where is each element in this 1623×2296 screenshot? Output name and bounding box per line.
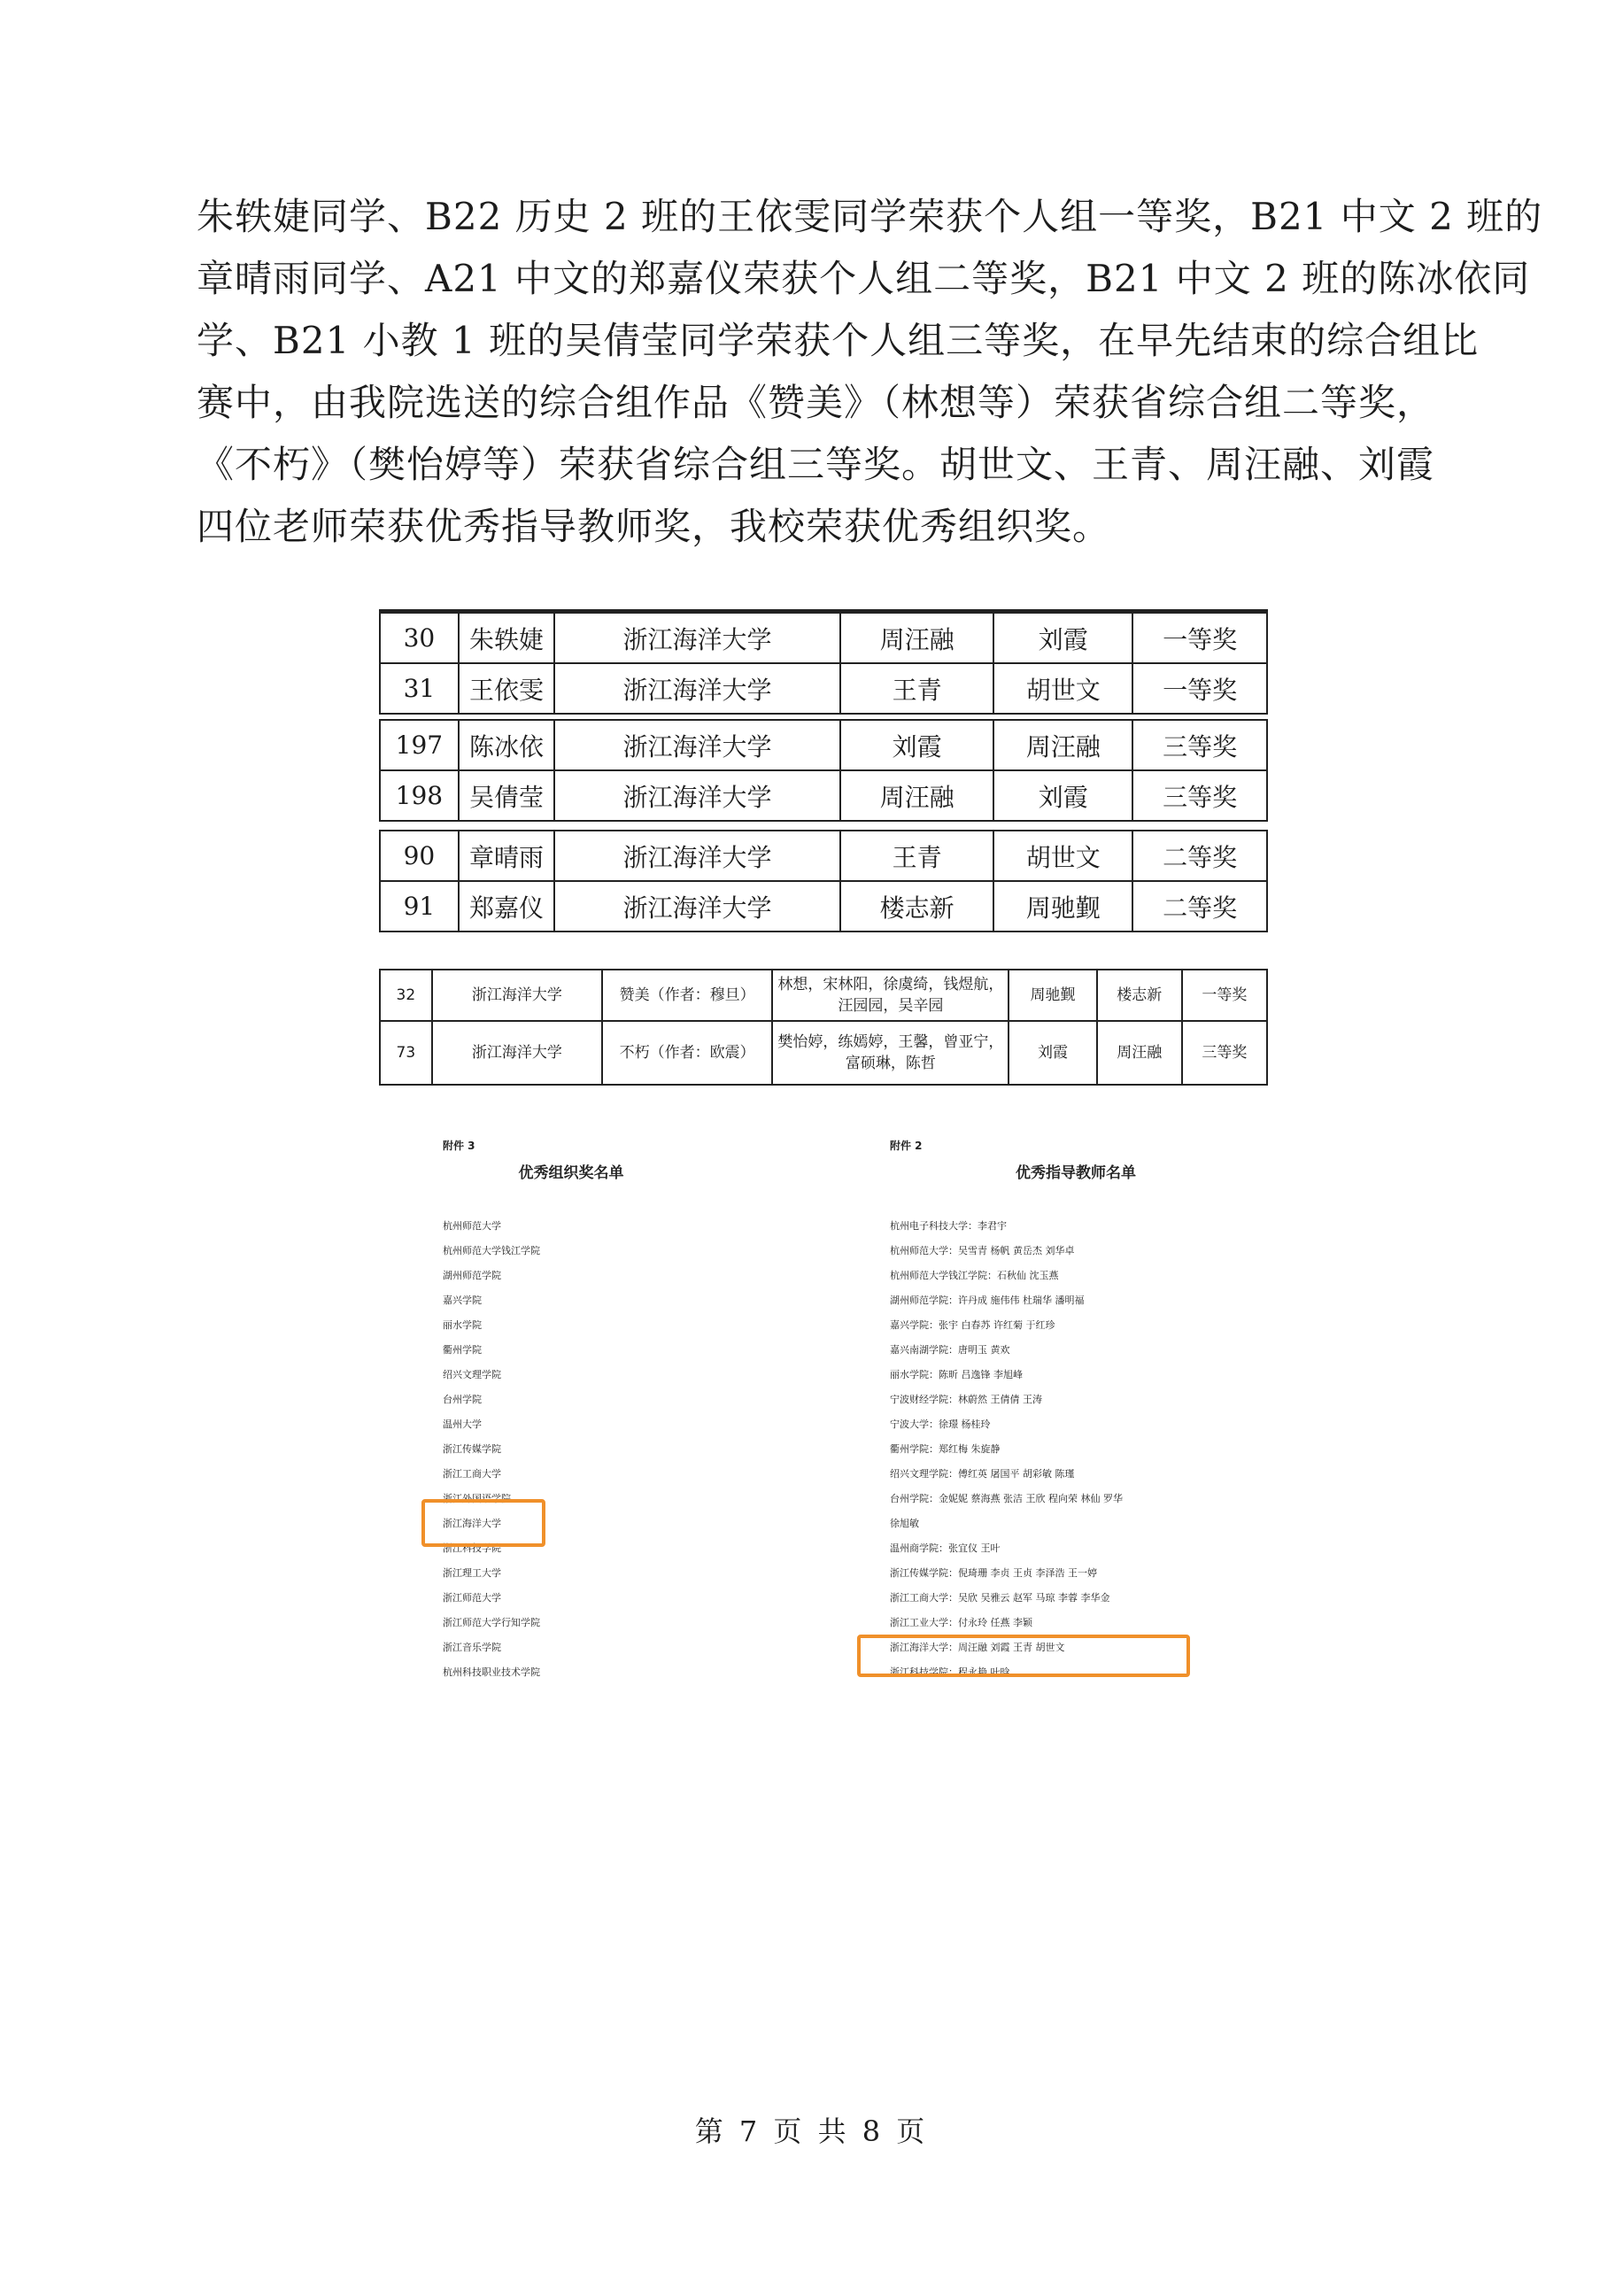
annex-title: 优秀指导教师名单 bbox=[1016, 1164, 1136, 1182]
list-item: 浙江科技学院 bbox=[443, 1542, 501, 1554]
table-row bbox=[380, 770, 1267, 821]
cell-student: 章晴雨 bbox=[459, 831, 554, 881]
individual-award-table-2 bbox=[379, 719, 1268, 822]
individual-award-table-1 bbox=[379, 609, 1268, 715]
list-item: 杭州师范大学 bbox=[443, 1220, 501, 1232]
organization-list bbox=[443, 1214, 655, 1685]
list-item: 温州大学 bbox=[443, 1419, 482, 1430]
list-item: 湖州师范学院：许丹成 施伟伟 杜瑞华 潘明福 bbox=[890, 1295, 1085, 1306]
list-item: 嘉兴学院：张宇 白春苏 许红菊 于红珍 bbox=[890, 1319, 1055, 1331]
list-item: 杭州科技职业技术学院 bbox=[443, 1666, 540, 1678]
list-item: 浙江工商大学：吴欣 吴雅云 赵军 马琼 李蓉 李华金 bbox=[890, 1592, 1110, 1604]
cell-teacher: 王青 bbox=[840, 663, 993, 714]
cell-teacher: 胡世文 bbox=[993, 663, 1132, 714]
body-paragraph bbox=[197, 186, 1543, 558]
cell-school: 浙江海洋大学 bbox=[554, 770, 840, 821]
cell-student: 朱轶婕 bbox=[459, 613, 554, 663]
cell-members: 樊怡婷，练嫣婷，王馨，曾亚宁，富硕琳，陈哲 bbox=[772, 1021, 1009, 1085]
cell-school: 浙江海洋大学 bbox=[554, 663, 840, 714]
teacher-list bbox=[890, 1214, 1262, 1685]
list-item: 浙江传媒学院：倪琦珊 李贞 王贞 李泽浩 王一婷 bbox=[890, 1567, 1097, 1579]
cell-award: 一等奖 bbox=[1132, 663, 1267, 714]
list-item: 浙江海洋大学 bbox=[443, 1518, 501, 1529]
list-item: 杭州师范大学钱江学院 bbox=[443, 1245, 540, 1256]
list-item: 杭州师范大学钱江学院：石秋仙 沈玉燕 bbox=[890, 1270, 1059, 1281]
annex-title: 优秀组织奖名单 bbox=[518, 1164, 624, 1182]
annex-tag: 附件 3 bbox=[443, 1140, 475, 1152]
list-item: 丽水学院：陈昕 吕逸锋 李旭峰 bbox=[890, 1369, 1023, 1380]
list-item: 温州商学院：张宜仪 王叶 bbox=[890, 1542, 1001, 1554]
individual-award-table-3 bbox=[379, 830, 1268, 932]
paragraph-line: 朱轶婕同学、B22 历史 2 班的王依雯同学荣获个人组一等奖，B21 中文 2 班的 bbox=[197, 195, 1543, 238]
highlight-box-teachers bbox=[857, 1635, 1190, 1677]
cell-teacher: 周汪融 bbox=[993, 720, 1132, 770]
list-item: 嘉兴南湖学院：唐明玉 黄欢 bbox=[890, 1344, 1010, 1356]
list-item: 徐旭敏 bbox=[890, 1518, 919, 1529]
paragraph-line: 赛中，由我院选送的综合组作品《赞美》（林想等）荣获省综合组二等奖， bbox=[197, 381, 1435, 424]
list-item: 衢州学院 bbox=[443, 1344, 482, 1356]
list-item: 浙江海洋大学：周汪融 刘霞 王青 胡世文 bbox=[890, 1642, 1065, 1653]
cell-number: 91 bbox=[380, 881, 459, 932]
list-item: 杭州师范大学：吴雪青 杨帆 黄岳杰 刘华卓 bbox=[890, 1245, 1075, 1256]
cell-school: 浙江海洋大学 bbox=[554, 720, 840, 770]
annex-teacher-award bbox=[890, 1138, 1262, 1685]
table-row bbox=[380, 720, 1267, 770]
list-item: 衢州学院：郑红梅 朱旋静 bbox=[890, 1443, 1001, 1455]
cell-award: 二等奖 bbox=[1132, 881, 1267, 932]
cell-award: 三等奖 bbox=[1182, 1021, 1267, 1085]
cell-teacher: 周汪融 bbox=[1097, 1021, 1182, 1085]
table-row bbox=[380, 970, 1267, 1021]
list-item: 绍兴文理学院：傅红英 屠国平 胡彩敏 陈瑾 bbox=[890, 1468, 1075, 1480]
list-item: 嘉兴学院 bbox=[443, 1295, 482, 1306]
list-item: 湖州师范学院 bbox=[443, 1270, 501, 1281]
cell-school: 浙江海洋大学 bbox=[554, 881, 840, 932]
cell-school: 浙江海洋大学 bbox=[432, 1021, 602, 1085]
cell-student: 陈冰依 bbox=[459, 720, 554, 770]
cell-teacher: 楼志新 bbox=[840, 881, 993, 932]
highlight-box-school bbox=[421, 1499, 545, 1547]
cell-teacher: 刘霞 bbox=[1009, 1021, 1096, 1085]
paragraph-line: 学、B21 小教 1 班的吴倩莹同学荣获个人组三等奖，在早先结束的综合组比 bbox=[197, 319, 1480, 362]
cell-award: 三等奖 bbox=[1132, 720, 1267, 770]
list-item: 绍兴文理学院 bbox=[443, 1369, 501, 1380]
cell-school: 浙江海洋大学 bbox=[432, 970, 602, 1021]
cell-number: 31 bbox=[380, 663, 459, 714]
list-item: 浙江外国语学院 bbox=[443, 1493, 511, 1504]
table-row bbox=[380, 881, 1267, 932]
cell-student: 郑嘉仪 bbox=[459, 881, 554, 932]
cell-school: 浙江海洋大学 bbox=[554, 613, 840, 663]
cell-student: 吴倩莹 bbox=[459, 770, 554, 821]
annex-tag: 附件 2 bbox=[890, 1140, 923, 1152]
table-row bbox=[380, 1021, 1267, 1085]
table-row bbox=[380, 613, 1267, 663]
paragraph-line: 章晴雨同学、A21 中文的郑嘉仪荣获个人组二等奖，B21 中文 2 班的陈冰依同 bbox=[197, 257, 1531, 300]
list-item: 台州学院 bbox=[443, 1394, 482, 1405]
paragraph-line: 四位老师荣获优秀指导教师奖，我校荣获优秀组织奖。 bbox=[197, 505, 1111, 548]
cell-number: 30 bbox=[380, 613, 459, 663]
list-item: 浙江师范大学行知学院 bbox=[443, 1617, 540, 1628]
cell-teacher: 胡世文 bbox=[993, 831, 1132, 881]
cell-teacher: 王青 bbox=[840, 831, 993, 881]
list-item: 浙江科技学院：程永艳 叶晗 bbox=[890, 1666, 1010, 1678]
cell-teacher: 周汪融 bbox=[840, 613, 993, 663]
table-row bbox=[380, 663, 1267, 714]
cell-student: 王依雯 bbox=[459, 663, 554, 714]
cell-award: 三等奖 bbox=[1132, 770, 1267, 821]
cell-work: 不朽（作者：欧震） bbox=[602, 1021, 772, 1085]
list-item: 浙江工商大学 bbox=[443, 1468, 501, 1480]
list-item: 浙江传媒学院 bbox=[443, 1443, 501, 1455]
cell-teacher: 周汪融 bbox=[840, 770, 993, 821]
cell-number: 198 bbox=[380, 770, 459, 821]
annex-organization-award bbox=[443, 1138, 655, 1685]
list-item: 浙江工业大学：付永玲 任燕 李颖 bbox=[890, 1617, 1032, 1628]
list-item: 台州学院：金妮妮 蔡海燕 张洁 王欣 程向荣 林仙 罗华 bbox=[890, 1493, 1123, 1504]
cell-teacher: 刘霞 bbox=[993, 770, 1132, 821]
cell-number: 73 bbox=[380, 1021, 432, 1085]
table-row bbox=[380, 831, 1267, 881]
paragraph-line: 《不朽》（樊怡婷等）荣获省综合组三等奖。胡世文、王青、周汪融、刘霞 bbox=[197, 443, 1435, 486]
cell-teacher: 周驰觐 bbox=[993, 881, 1132, 932]
cell-teacher: 刘霞 bbox=[993, 613, 1132, 663]
cell-number: 32 bbox=[380, 970, 432, 1021]
group-award-table bbox=[379, 969, 1268, 1086]
cell-award: 一等奖 bbox=[1132, 613, 1267, 663]
cell-members: 林想，宋林阳，徐虞绮，钱煜航，汪园园，吴辛园 bbox=[772, 970, 1009, 1021]
list-item: 浙江师范大学 bbox=[443, 1592, 501, 1604]
list-item: 宁波大学：徐璟 杨桂玲 bbox=[890, 1419, 991, 1430]
list-item: 杭州电子科技大学：李君宇 bbox=[890, 1220, 1007, 1232]
cell-teacher: 刘霞 bbox=[840, 720, 993, 770]
cell-number: 90 bbox=[380, 831, 459, 881]
cell-school: 浙江海洋大学 bbox=[554, 831, 840, 881]
cell-number: 197 bbox=[380, 720, 459, 770]
cell-award: 二等奖 bbox=[1132, 831, 1267, 881]
cell-award: 一等奖 bbox=[1182, 970, 1267, 1021]
cell-teacher: 周驰觐 bbox=[1009, 970, 1096, 1021]
page-footer: 第 7 页 共 8 页 bbox=[694, 2114, 929, 2148]
list-item: 浙江理工大学 bbox=[443, 1567, 501, 1579]
list-item: 浙江音乐学院 bbox=[443, 1642, 501, 1653]
cell-work: 赞美（作者：穆旦） bbox=[602, 970, 772, 1021]
list-item: 丽水学院 bbox=[443, 1319, 482, 1331]
list-item: 宁波财经学院：林蔚然 王倩倩 王涛 bbox=[890, 1394, 1042, 1405]
cell-teacher: 楼志新 bbox=[1097, 970, 1182, 1021]
